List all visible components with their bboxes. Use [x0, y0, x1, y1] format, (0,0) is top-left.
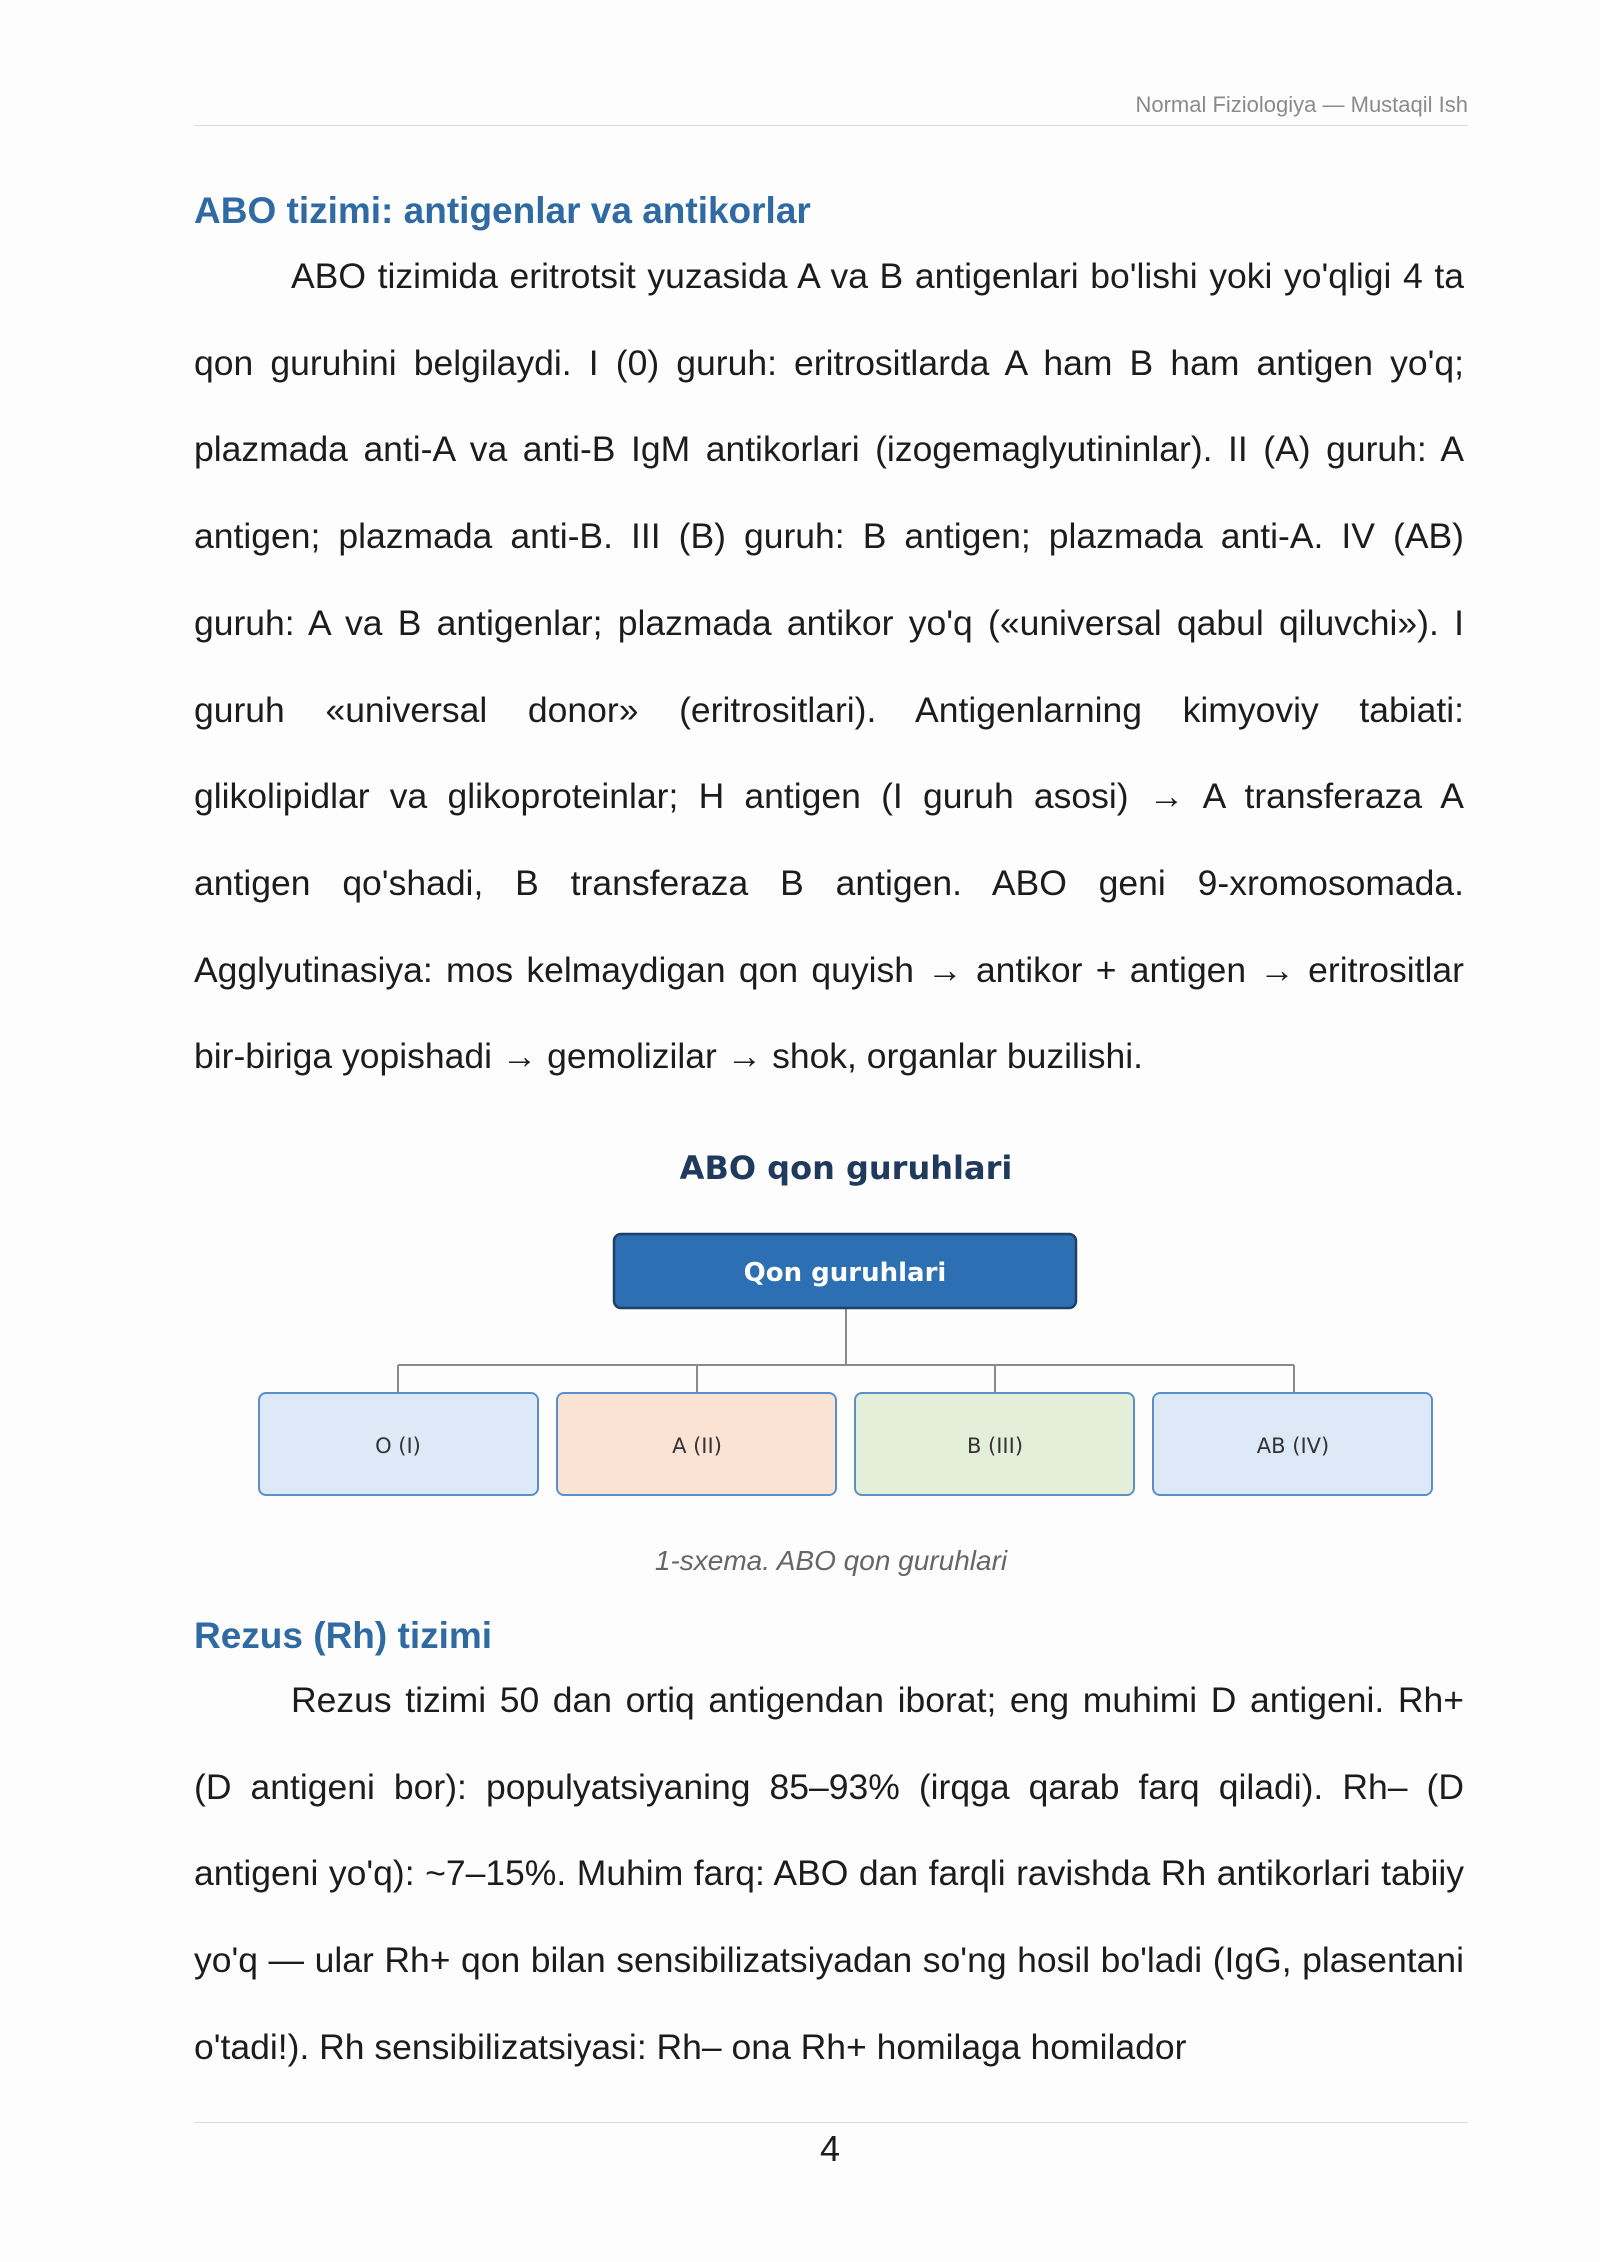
node-o-label: O (I) [375, 1434, 421, 1458]
paragraph-rh: Rezus tizimi 50 dan ortiq antigendan iborat; eng muhimi D antigeni. Rh+ (D antigeni bor): populyatsiyaning 85–93% (irqga qarab farq qiladi). Rh– (D antigeni yo'q): ~7–15%. Muhim farq: ABO dan farqli ravishda Rh antikorlari tabiiy yo'q — ular Rh+ qon bilan sensibilizatsiyadan so'ng hosil bo'ladi (IgG, plasentani o'tadi!). Rh sensibilizatsiyasi: Rh– ona Rh+ homilaga homilador [194, 1680, 1464, 2067]
running-header: Normal Fiziologiya — Mustaqil Ish [1135, 92, 1468, 117]
abo-diagram-figure [194, 1145, 1468, 1605]
node-a-label: A (II) [672, 1434, 722, 1458]
section-heading-rh: Rezus (Rh) tizimi [194, 1615, 493, 1656]
footer-divider [194, 2122, 1468, 2123]
abo-diagram [194, 1145, 1468, 1535]
diagram-root-node [614, 1234, 1076, 1308]
diagram-node-a [557, 1393, 836, 1495]
diagram-node-b [855, 1393, 1134, 1495]
diagram-title: ABO qon guruhlari [679, 1149, 1013, 1187]
paragraph-abo: ABO tizimida eritrotsit yuzasida A va B antigenlari bo'lishi yoki yo'qligi 4 ta qon guruhini belgilaydi. I (0) guruh: eritrositlarda A ham B ham antigen yo'q; plazmada anti-A va anti-B IgM antikorlari (izogemaglyutininlar). II (A) guruh: A antigen; plazmada anti-B. III (B) guruh: B antigen; plazmada anti-A. IV (AB) guruh: A va B antigenlar; plazmada antikor yo'q («universal qabul qiluvchi»). I guruh «universal donor» (eritrositlari). Antigenlarning kimyoviy tabiati: glikolipidlar va glikoproteinlar; H antigen (I guruh asosi) → A transferaza A antigen qo'shadi, B transferaza B antigen. ABO geni 9-xromosomada. Agglyutinasiya: mos kelmaydigan qon quyish → antikor + antigen → eritrositlar bir-biriga yopishadi → gemolizilar → shok, organlar buzilishi. [194, 256, 1464, 1077]
header-divider [194, 125, 1468, 126]
root-node-label: Qon guruhlari [743, 1258, 947, 1288]
node-b-label: B (III) [966, 1434, 1024, 1458]
section-heading-abo: ABO tizimi: antigenlar va antikorlar [194, 190, 811, 231]
diagram-connectors [398, 1308, 1294, 1393]
node-ab-label: AB (IV) [1256, 1434, 1330, 1458]
figure-caption: 1-sxema. ABO qon guruhlari [654, 1545, 1008, 1576]
diagram-node-ab [1153, 1393, 1432, 1495]
page-number: 4 [819, 2128, 841, 2169]
diagram-node-o [259, 1393, 538, 1495]
